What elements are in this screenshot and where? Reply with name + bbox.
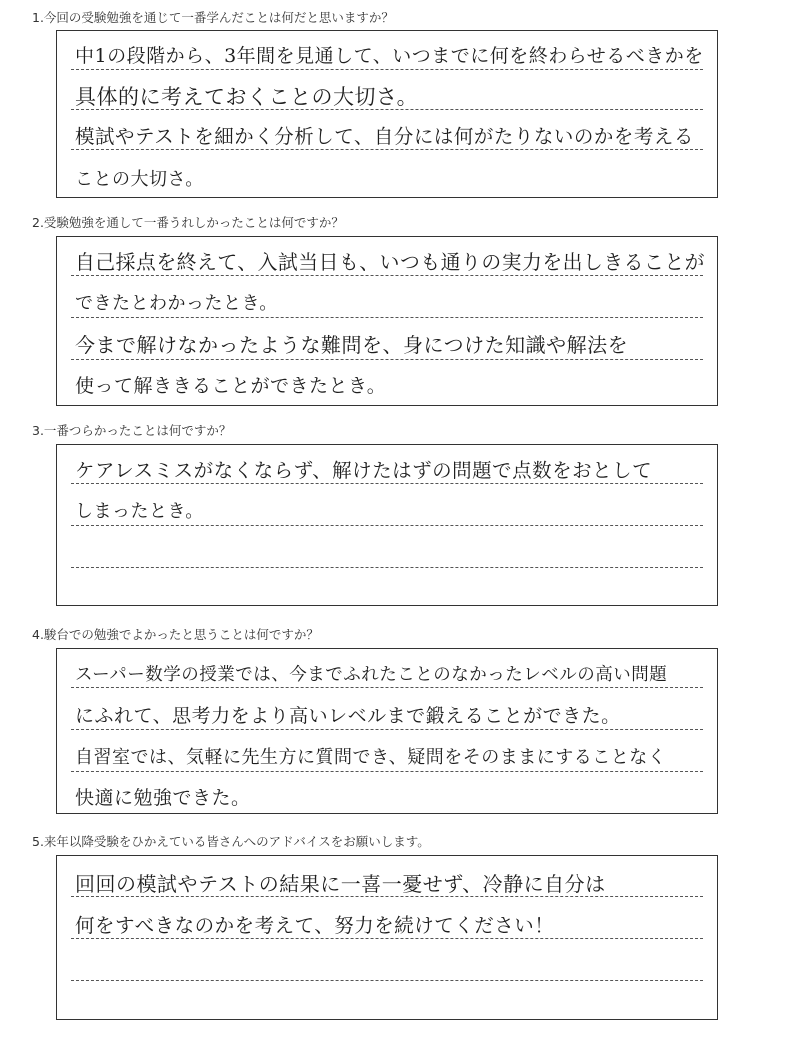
ruled-line: [71, 275, 703, 276]
answer-1-line-3: 模試やテストを細かく分析して、自分には何がたりないのかを考える: [75, 125, 694, 148]
question-2-label: 2.受験勉強を通して一番うれしかったことは何ですか？: [32, 215, 344, 230]
ruled-line: [71, 729, 703, 730]
answer-2-line-2: できたとわかったとき。: [75, 293, 278, 314]
answer-1-line-1: 中1の段階から、3年間を見通して、いつまでに何を終わらせるべきかを: [75, 45, 704, 67]
answer-5-line-1: 回回の模試やテストの結果に一喜一憂せず、冷静に自分は: [75, 872, 606, 896]
answer-box-1: [56, 30, 718, 198]
question-4-label: 4.駿台での勉強でよかったと思うことは何ですか？: [32, 627, 319, 642]
ruled-line: [71, 359, 703, 360]
answer-5-line-2: 何をすべきなのかを考えて、努力を続けてください！: [75, 914, 555, 937]
ruled-line: [71, 771, 703, 772]
answer-3-line-1: ケアレスミスがなくならず、解けたはずの問題で点数をおとして: [75, 459, 653, 482]
ruled-line: [71, 567, 703, 568]
answer-2-line-1: 自己採点を終えて、入試当日も、いつも通りの実力を出しきることが: [75, 250, 706, 274]
answer-box-5: [56, 855, 718, 1020]
ruled-line: [71, 525, 703, 526]
answer-4-line-1: スーパー数学の授業では、今までふれたことのなかったレベルの高い問題: [75, 665, 668, 685]
answer-4-line-4: 快適に勉強できた。: [75, 787, 251, 809]
ruled-line: [71, 483, 703, 484]
ruled-line: [71, 980, 703, 981]
ruled-line: [71, 938, 703, 939]
answer-3-line-2: しまったとき。: [75, 501, 204, 522]
answer-2-line-3: 今まで解けなかったような難問を、身につけた知識や解法を: [75, 333, 629, 357]
ruled-line: [71, 69, 703, 70]
question-3-label: 3.一番つらかったことは何ですか？: [32, 423, 232, 438]
answer-box-3: [56, 444, 718, 606]
question-1-label: 1.今回の受験勉強を通じて一番学んだことは何だと思いますか？: [32, 10, 394, 25]
question-5-label: 5.来年以降受験をひかえている皆さんへのアドバイスをお願いします。: [32, 834, 430, 849]
answer-box-4: [56, 648, 718, 814]
answer-2-line-4: 使って解ききることができたとき。: [75, 375, 387, 397]
answer-4-line-3: 自習室では、気軽に先生方に質問でき、疑問をそのままにすることなく: [75, 747, 667, 768]
ruled-line: [71, 149, 703, 150]
answer-1-line-2: 具体的に考えておくことの大切さ。: [75, 85, 419, 109]
answer-1-line-4: ことの大切さ。: [75, 169, 204, 190]
ruled-line: [71, 687, 703, 688]
answer-box-2: [56, 236, 718, 406]
ruled-line: [71, 317, 703, 318]
answer-4-line-2: にふれて、思考力をより高いレベルまで鍛えることができた。: [75, 705, 621, 727]
